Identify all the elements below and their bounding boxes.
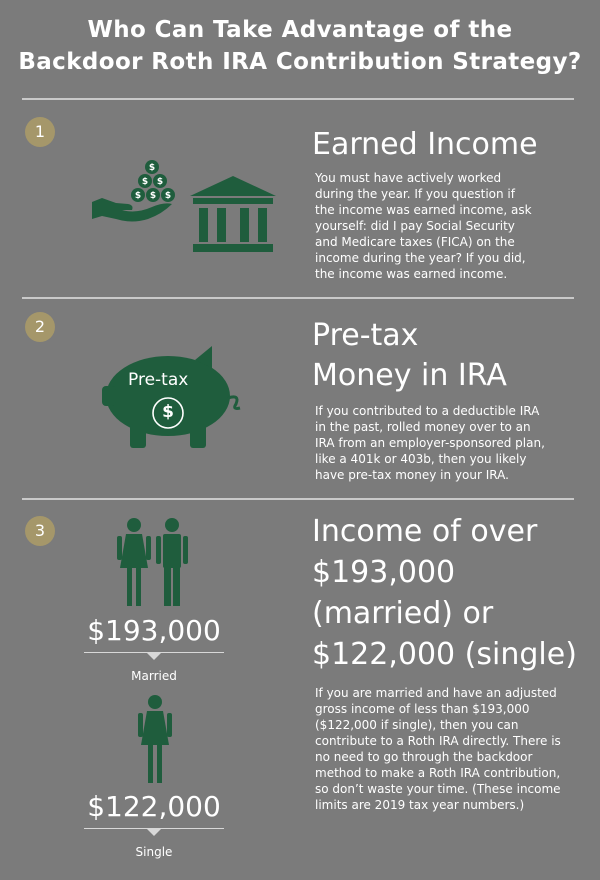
bank-building-icon [190, 176, 276, 256]
body-line: and Medicare taxes (FICA) on the [315, 235, 515, 249]
svg-text:$: $ [149, 191, 157, 201]
page-title [0, 14, 600, 78]
heading-line: Income of over [312, 514, 538, 549]
heading-line: $122,000 (single) [312, 637, 577, 672]
body-line: contribute to a Roth IRA directly. There is [315, 734, 561, 748]
divider [22, 98, 574, 100]
section-2-body [315, 403, 545, 483]
section-3-number-badge: 3 [25, 516, 55, 546]
couple-icon [114, 518, 194, 608]
body-line: gross income of less than $193,000 [315, 702, 530, 716]
body-line: If you contributed to a deductible IRA [315, 404, 540, 418]
section-2-heading [312, 316, 507, 396]
heading-line: Pre-tax [312, 318, 419, 353]
body-line: so don’t waste your time. (These income [315, 782, 561, 796]
svg-text:$: $ [164, 191, 172, 201]
body-line: have pre-tax money in your IRA. [315, 468, 509, 482]
heading-line: $193,000 [312, 555, 456, 590]
body-line: the income was earned income, ask [315, 203, 532, 217]
body-line: yourself: did I pay Social Security [315, 219, 515, 233]
body-line: the income was earned income. [315, 267, 508, 281]
body-line: during the year. If you question if [315, 187, 515, 201]
section-3-body [315, 685, 561, 813]
divider [22, 498, 574, 500]
piggy-bank-icon [100, 338, 245, 458]
body-line: in the past, rolled money over to an [315, 420, 531, 434]
heading-line: Money in IRA [312, 358, 507, 393]
svg-text:$: $ [148, 163, 156, 173]
body-line: If you are married and have an adjusted [315, 686, 557, 700]
body-line: income during the year? If you did, [315, 251, 526, 265]
body-line: method to make a Roth IRA contribution, [315, 766, 561, 780]
svg-text:$: $ [141, 177, 149, 187]
married-amount: $193,000 [87, 614, 221, 647]
divider [22, 297, 574, 299]
body-line: ($122,000 if single), then you can [315, 718, 519, 732]
hand-with-coins-icon [92, 158, 182, 228]
section-3-heading [312, 511, 577, 675]
body-line: IRA from an employer-sponsored plan, [315, 436, 545, 450]
section-1-number-badge: 1 [25, 117, 55, 147]
section-1-heading [312, 126, 538, 164]
title-line-2: Backdoor Roth IRA Contribution Strategy? [18, 49, 582, 75]
heading-line: (married) or [312, 596, 494, 631]
body-line: no need to go through the backdoor [315, 750, 533, 764]
single-caret [147, 829, 161, 836]
married-caret [147, 653, 161, 660]
svg-text:$: $ [134, 191, 142, 201]
single-label: Single [135, 845, 173, 859]
married-label: Married [131, 669, 177, 683]
svg-text:$: $ [156, 177, 164, 187]
section-1-body [315, 170, 532, 282]
heading-line: Earned Income [312, 127, 538, 162]
piggy-bank-label: Pre-tax [128, 370, 189, 390]
title-line-1: Who Can Take Advantage of the [87, 17, 513, 43]
dollar-symbol: $ [162, 402, 174, 422]
body-line: like a 401k or 403b, then you likely [315, 452, 527, 466]
woman-icon [135, 695, 175, 785]
section-2-number-badge: 2 [25, 312, 55, 342]
single-amount: $122,000 [87, 790, 221, 823]
body-line: You must have actively worked [315, 171, 502, 185]
body-line: limits are 2019 tax year numbers.) [315, 798, 525, 812]
